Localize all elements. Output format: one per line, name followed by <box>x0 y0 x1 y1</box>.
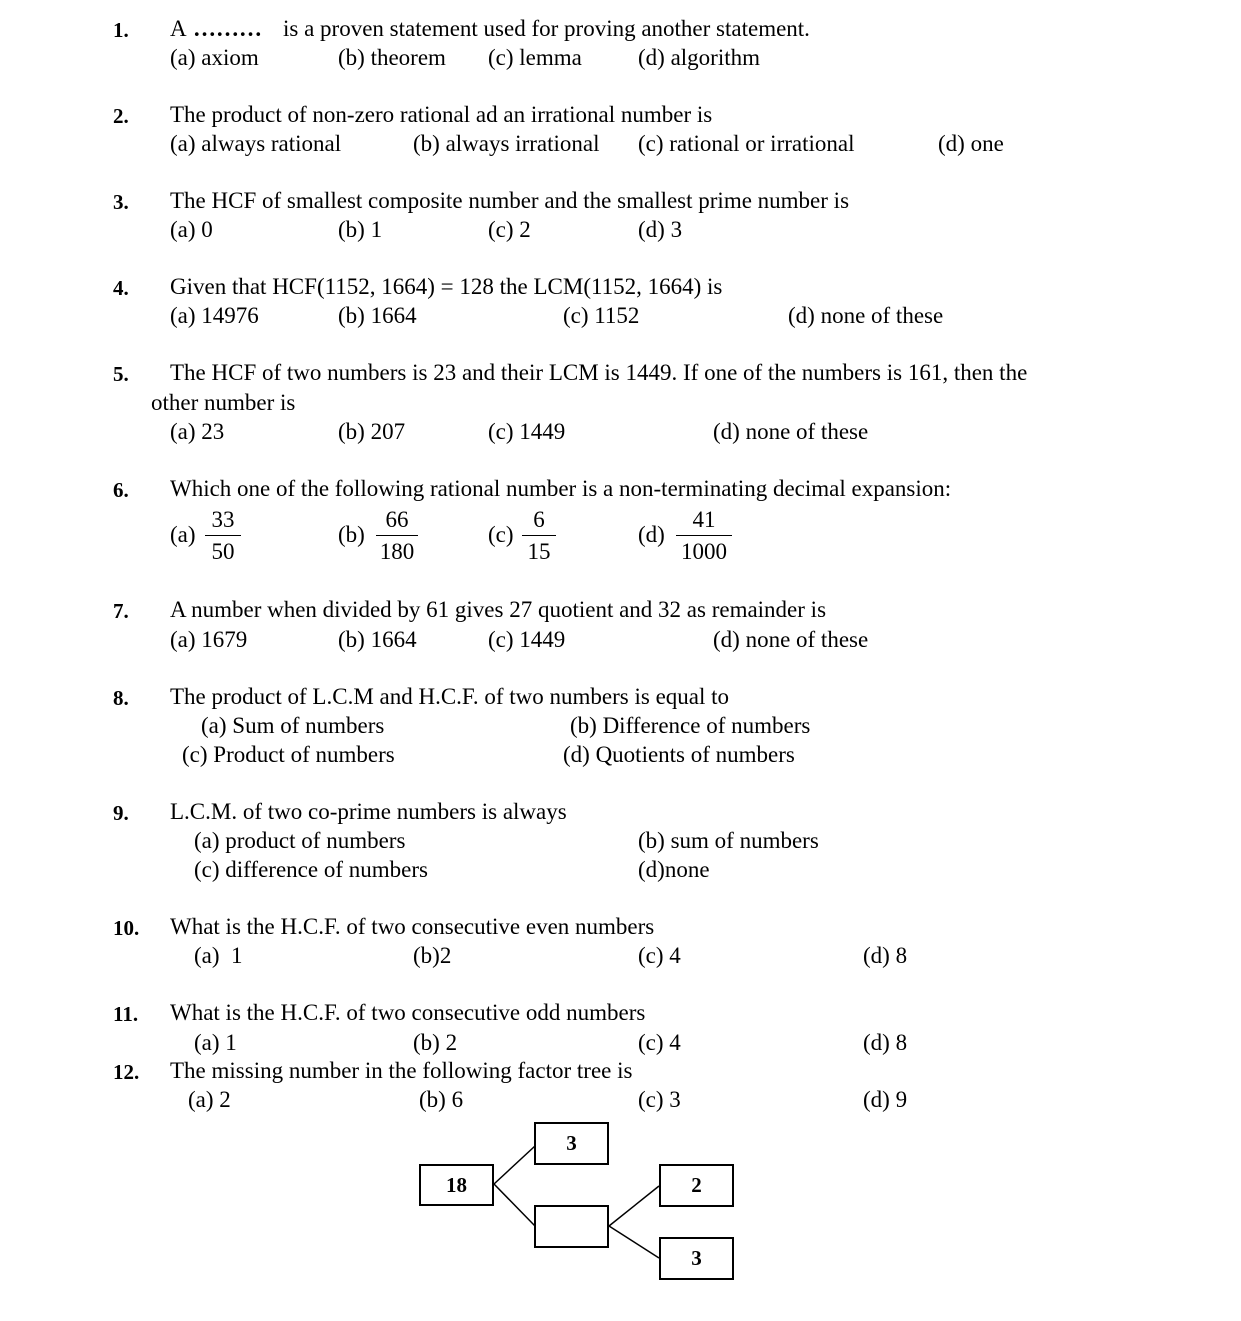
factor-tree-root-box: 18 <box>419 1164 494 1206</box>
question-3-option-b: (b) 1 <box>338 217 383 242</box>
connector-root-to-top-leaf <box>494 1146 535 1184</box>
question-12-option-a: (a) 2 <box>188 1087 231 1112</box>
question-2-option-b: (b) always irrational <box>413 131 600 156</box>
question-5-option-b: (b) 207 <box>338 419 406 444</box>
question-8-stem: The product of L.C.M and H.C.F. of two numbers is equal to <box>170 684 730 709</box>
question-2-option-c: (c) rational or irrational <box>638 131 855 156</box>
question-8-option-c: (c) Product of numbers <box>182 742 395 767</box>
fraction-numerator: 6 <box>533 507 545 532</box>
question-5-option-d: (d) none of these <box>713 419 869 444</box>
question-12-number: 12. <box>113 1060 140 1084</box>
question-3-option-c: (c) 2 <box>488 217 531 242</box>
question-4-stem: Given that HCF(1152, 1664) = 128 the LCM(1152, 1664) is <box>170 274 723 299</box>
question-5-number: 5. <box>113 362 129 386</box>
question-7-stem: A number when divided by 61 gives 27 quotient and 32 as remainder is <box>170 597 827 622</box>
question-12-option-c: (c) 3 <box>638 1087 681 1112</box>
question-9-number: 9. <box>113 801 129 825</box>
factor-tree-missing-box <box>534 1205 609 1248</box>
question-1-blank: ……… <box>193 16 262 41</box>
question-3-stem: The HCF of smallest composite number and the smallest prime number is <box>170 188 850 213</box>
question-3-option-d: (d) 3 <box>638 217 683 242</box>
question-11-option-d: (d) 8 <box>863 1030 908 1055</box>
question-1-option-c: (c) lemma <box>488 45 582 70</box>
question-2-number: 2. <box>113 104 129 128</box>
question-11-option-b: (b) 2 <box>413 1030 458 1055</box>
question-6-option-a-label: (a) <box>170 522 196 547</box>
fraction-denominator: 15 <box>527 539 551 564</box>
question-4-number: 4. <box>113 276 129 300</box>
question-1-number: 1. <box>113 18 129 42</box>
question-1-stem-text: is a proven statement used for proving another statement. <box>283 16 810 41</box>
question-7-option-a: (a) 1679 <box>170 627 248 652</box>
question-12-option-b: (b) 6 <box>419 1087 464 1112</box>
connector-missing-to-leaf-2 <box>609 1186 659 1226</box>
question-2-option-d: (d) one <box>938 131 1004 156</box>
question-12-option-d: (d) 9 <box>863 1087 908 1112</box>
factor-tree-leaf-upper-box: 2 <box>659 1164 734 1207</box>
question-1-option-d: (d) algorithm <box>638 45 760 70</box>
question-3-number: 3. <box>113 190 129 214</box>
question-6-option-c-label: (c) <box>488 522 514 547</box>
question-3-option-a: (a) 0 <box>170 217 213 242</box>
question-8-option-b: (b) Difference of numbers <box>570 713 811 738</box>
question-7-number: 7. <box>113 599 129 623</box>
factor-tree-leaf-lower-box: 3 <box>659 1237 734 1280</box>
factor-tree-top-leaf-box: 3 <box>534 1122 609 1165</box>
fraction-denominator: 50 <box>211 539 235 564</box>
question-5-stem-line-1: The HCF of two numbers is 23 and their LCM is 1449. If one of the numbers is 161, then the <box>170 360 1028 385</box>
question-8-option-a: (a) Sum of numbers <box>201 713 385 738</box>
question-8-number: 8. <box>113 686 129 710</box>
fraction-numerator: 41 <box>692 507 716 532</box>
fraction-denominator: 180 <box>379 539 415 564</box>
question-9-option-d: (d)none <box>638 857 710 882</box>
question-10-number: 10. <box>113 916 140 940</box>
question-11-option-c: (c) 4 <box>638 1030 681 1055</box>
question-2-stem: The product of non-zero rational ad an irrational number is <box>170 102 713 127</box>
question-6-number: 6. <box>113 478 129 502</box>
question-7-option-d: (d) none of these <box>713 627 869 652</box>
question-9-option-a: (a) product of numbers <box>194 828 406 853</box>
question-1-stem-prefix: A <box>170 16 187 41</box>
question-10-stem: What is the H.C.F. of two consecutive even numbers <box>170 914 655 939</box>
connector-root-to-missing <box>494 1184 535 1226</box>
question-10-option-b: (b)2 <box>413 943 452 968</box>
question-1-option-b: (b) theorem <box>338 45 446 70</box>
question-5-stem-line-2: other number is <box>151 390 296 415</box>
question-4-option-a: (a) 14976 <box>170 303 259 328</box>
question-11-option-a: (a) 1 <box>194 1030 237 1055</box>
question-4-option-b: (b) 1664 <box>338 303 417 328</box>
question-10-option-a: (a) 1 <box>194 943 243 968</box>
question-10-option-d: (d) 8 <box>863 943 908 968</box>
question-4-option-d: (d) none of these <box>788 303 944 328</box>
question-9-option-c: (c) difference of numbers <box>194 857 428 882</box>
question-7-option-b: (b) 1664 <box>338 627 417 652</box>
question-10-option-c: (c) 4 <box>638 943 681 968</box>
question-11-stem: What is the H.C.F. of two consecutive odd numbers <box>170 1000 646 1025</box>
fraction-numerator: 33 <box>211 507 235 532</box>
question-8-option-d: (d) Quotients of numbers <box>563 742 795 767</box>
fraction-denominator: 1000 <box>681 539 727 564</box>
question-1-option-a: (a) axiom <box>170 45 259 70</box>
question-2-option-a: (a) always rational <box>170 131 342 156</box>
fraction-numerator: 66 <box>385 507 409 532</box>
question-6-stem: Which one of the following rational number is a non-terminating decimal expansion: <box>170 476 952 501</box>
question-4-option-c: (c) 1152 <box>563 303 640 328</box>
question-9-stem: L.C.M. of two co-prime numbers is always <box>170 799 567 824</box>
question-7-option-c: (c) 1449 <box>488 627 566 652</box>
question-11-number: 11. <box>113 1002 139 1026</box>
question-12-stem: The missing number in the following factor tree is <box>170 1058 633 1083</box>
question-6-option-b-label: (b) <box>338 522 365 547</box>
question-9-option-b: (b) sum of numbers <box>638 828 819 853</box>
question-5-option-a: (a) 23 <box>170 419 225 444</box>
question-6-option-d-label: (d) <box>638 522 665 547</box>
connector-missing-to-leaf-3 <box>609 1226 659 1258</box>
question-5-option-c: (c) 1449 <box>488 419 566 444</box>
